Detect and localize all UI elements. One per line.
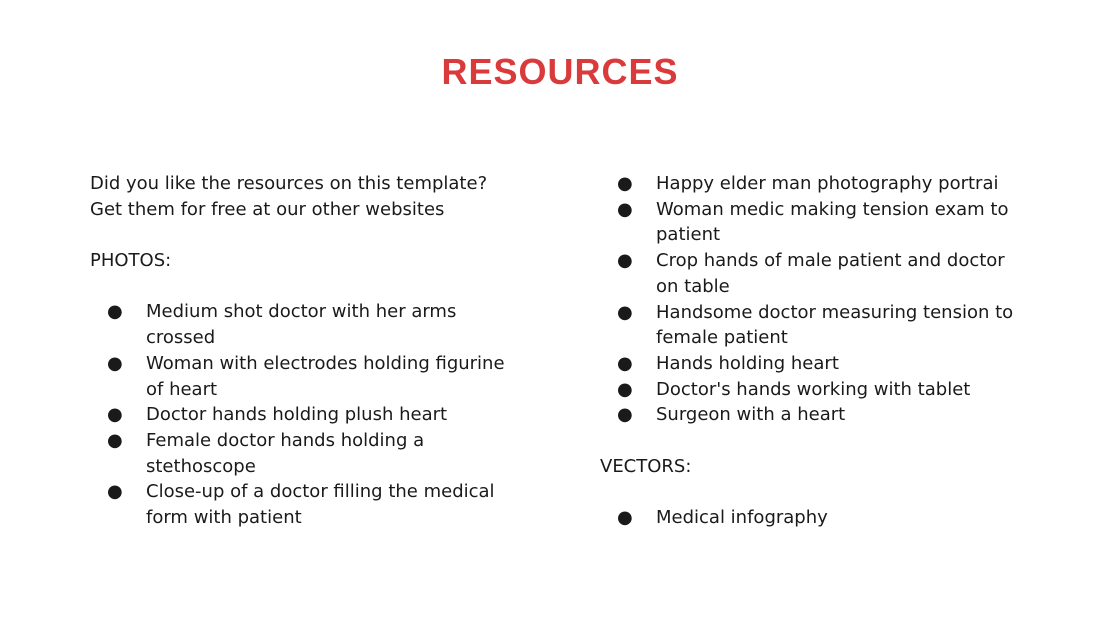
bullet-icon: ● xyxy=(107,481,123,503)
list-item-text[interactable]: Woman medic making tension exam to xyxy=(656,198,1009,220)
list-item-text[interactable]: Woman with electrodes holding figurine xyxy=(146,352,505,374)
list-item-text-cont[interactable]: on table xyxy=(656,275,730,297)
list-item-text[interactable]: Medium shot doctor with her arms xyxy=(146,301,457,323)
list-item-text-cont[interactable]: crossed xyxy=(146,327,216,349)
list-item xyxy=(600,197,1040,248)
list-item-text-cont[interactable]: stethoscope xyxy=(146,455,256,477)
vectors-list xyxy=(600,505,1040,531)
list-item xyxy=(600,377,1040,403)
page-title: RESOURCES xyxy=(441,51,679,92)
list-item xyxy=(600,248,1040,299)
bullet-icon: ● xyxy=(107,352,123,374)
bullet-icon: ● xyxy=(617,173,633,194)
list-item-text[interactable]: Close-up of a doctor filling the medical xyxy=(146,481,495,503)
bullet-icon: ● xyxy=(617,507,633,529)
list-item xyxy=(90,299,530,350)
list-item-text[interactable]: Happy elder man photography portrai xyxy=(656,173,999,194)
list-item-text[interactable]: Medical infography xyxy=(656,507,828,529)
list-item-text[interactable]: Doctor hands holding plush heart xyxy=(146,404,448,426)
bullet-icon: ● xyxy=(107,404,123,426)
list-item-text[interactable]: Female doctor hands holding a xyxy=(146,430,425,451)
list-item xyxy=(600,171,1040,197)
intro-text-line-2: Get them for free at our other websites xyxy=(90,198,445,220)
list-item-text-cont[interactable]: form with patient xyxy=(146,507,302,529)
intro-text-line-1: Did you like the resources on this template? xyxy=(90,173,488,194)
list-item-text-cont[interactable]: patient xyxy=(656,224,721,246)
list-item xyxy=(90,402,530,428)
bullet-icon: ● xyxy=(617,250,633,272)
bullet-icon: ● xyxy=(617,301,633,323)
photos-list-right xyxy=(600,171,1040,428)
bullet-icon: ● xyxy=(107,430,123,451)
list-item xyxy=(600,505,1040,531)
bullet-icon: ● xyxy=(107,301,123,323)
list-item-text[interactable]: Crop hands of male patient and doctor xyxy=(656,250,1005,272)
list-item-text[interactable]: Handsome doctor measuring tension to xyxy=(656,301,1014,323)
list-item-text[interactable]: Hands holding heart xyxy=(656,352,839,374)
list-item-text[interactable]: Doctor's hands working with tablet xyxy=(656,378,971,400)
bullet-icon: ● xyxy=(617,404,633,426)
list-item xyxy=(90,351,530,402)
list-item xyxy=(600,402,1040,428)
list-item xyxy=(90,428,530,479)
right-column xyxy=(600,171,1040,531)
list-item xyxy=(90,479,530,530)
list-item-text-cont[interactable]: female patient xyxy=(656,327,788,349)
list-item xyxy=(600,351,1040,377)
bullet-icon: ● xyxy=(617,352,633,374)
list-item-text[interactable]: Surgeon with a heart xyxy=(656,404,846,426)
bullet-icon: ● xyxy=(617,378,633,400)
bullet-icon: ● xyxy=(617,198,633,220)
left-column xyxy=(90,171,530,531)
vectors-heading: VECTORS: xyxy=(600,455,692,477)
photos-list-left xyxy=(90,299,530,530)
list-item xyxy=(600,300,1040,351)
list-item-text-cont[interactable]: of heart xyxy=(146,378,218,400)
photos-heading: PHOTOS: xyxy=(90,250,172,272)
